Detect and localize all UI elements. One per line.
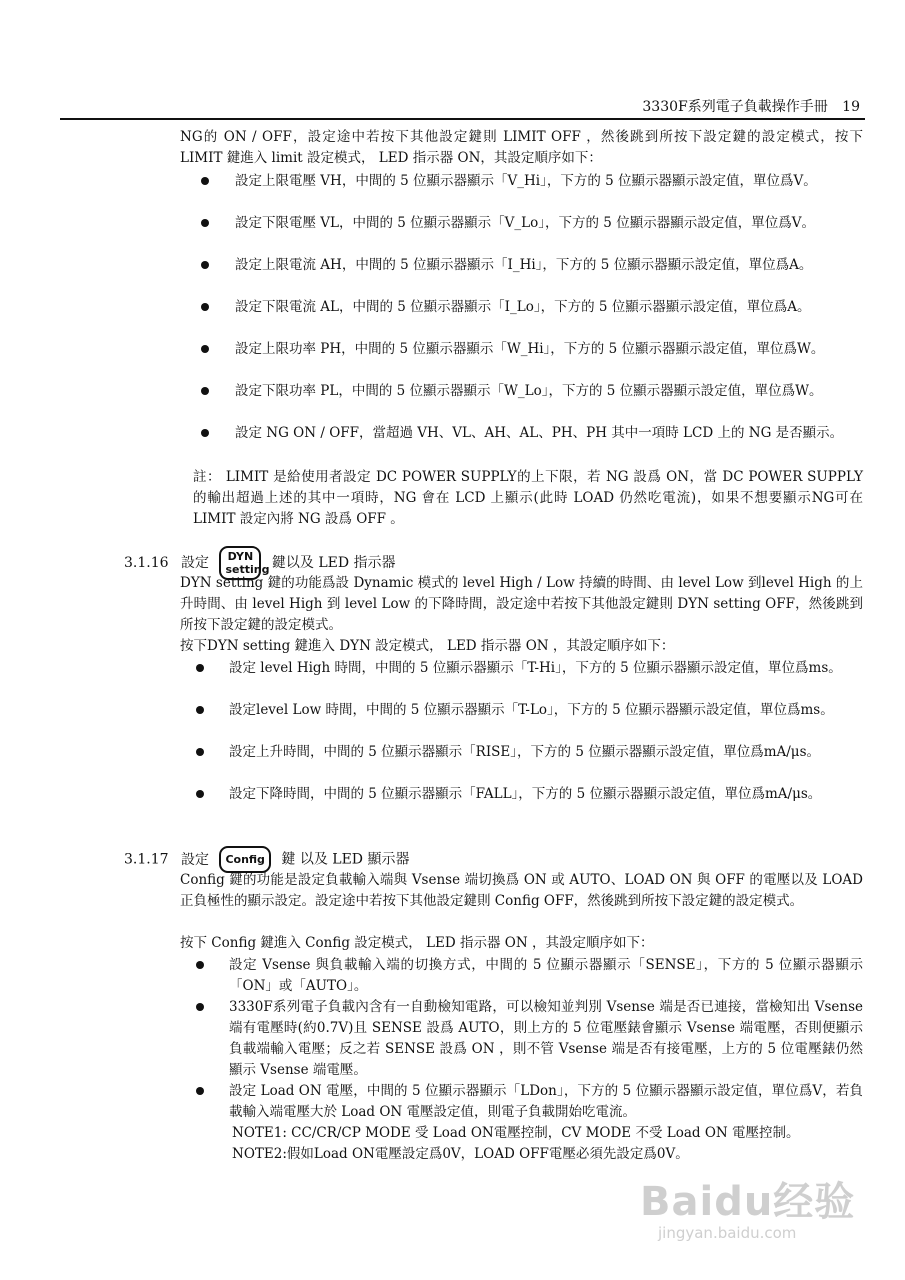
limit-item-ph: 設定上限功率 PH，中間的 5 位顯示器顯示「W_Hi」，下方的 5 位顯示器顯示設定值，單位爲W。 (235, 341, 825, 357)
config-item-ldon: 設定 Load ON 電壓，中間的 5 位顯示器顯示「LDon」，下方的 5 位顯示器顯示設定值，單位爲V，若負載輸入端電壓大於 Load ON 電壓設定值，則電子負載開始吃電流。 (229, 1083, 863, 1120)
limit-item-vh: 設定上限電壓 VH，中間的 5 位顯示器顯示「V_Hi」，下方的 5 位顯示器顯示設定值，單位爲V。 (235, 173, 817, 189)
page-header (620, 96, 860, 116)
config-description: Config 鍵的功能是設定負載輸入端與 Vsense 端切換爲 ON 或 AUTO、LOAD ON 與 OFF 的電壓以及 LOAD 正負極性的顯示設定。設定途中若按下其他設定鍵則 Config OFF，然後跳到所按下設定鍵的設定模式。 (180, 872, 863, 909)
bullet-dot (201, 219, 209, 227)
heading-text: 設定 (180, 851, 209, 868)
bullet-dot (196, 1003, 204, 1011)
limit-item-vl: 設定下限電壓 VL，中間的 5 位顯示器顯示「V_Lo」，下方的 5 位顯示器顯示設定值，單位爲V。 (235, 215, 815, 231)
config-item-sense: 設定 Vsense 與負載輸入端的切換方式，中間的 5 位顯示器顯示「SENSE」，下方的 5 位顯示器顯示「ON」或「AUTO」。 (229, 957, 863, 994)
bullet-dot (196, 961, 204, 969)
dyn-item-fall: 設定下降時間，中間的 5 位顯示器顯示「FALL」，下方的 5 位顯示器顯示設定值，單位爲mA/μs。 (229, 786, 822, 802)
heading-text: 設定 (180, 555, 209, 571)
note-1: NOTE1: CC/CR/CP MODE 受 Load ON電壓控制，CV MODE 不受 Load ON 電壓控制。 (232, 1125, 800, 1141)
header-rule (60, 118, 865, 120)
bullet-dot (201, 261, 209, 269)
watermark-brand: Baidu经验 (640, 1179, 856, 1225)
bullet-dot (196, 748, 204, 756)
dyn-order: 按下DYN setting 鍵進入 DYN 設定模式， LED 指示器 ON ，其設定順序如下： (180, 638, 675, 654)
section-number: 3.1.17 (124, 851, 169, 868)
config-order: 按下 Config 鍵進入 Config 設定模式， LED 指示器 ON ，其設定順序如下： (180, 935, 654, 951)
bullet-dot (201, 387, 209, 395)
key-label-bottom: setting (225, 563, 270, 576)
limit-note: 註： LIMIT 是給使用者設定 DC POWER SUPPLY的上下限，若 NG 設爲 ON，當 DC POWER SUPPLY 的輸出超過上述的其中一項時，NG 會在 LCD 上顯示(此時 LOAD 仍然吃電流)，如果不想要顯示NG可在 LIMIT 設定內將 NG 設爲 OFF 。 (193, 469, 863, 527)
dyn-item-thi: 設定 level High 時間，中間的 5 位顯示器顯示「T-Hi」，下方的 5 位顯示器顯示設定值，單位爲ms。 (229, 660, 842, 676)
note-2: NOTE2:假如Load ON電壓設定爲0V，LOAD OFF電壓必須先設定爲0V。 (232, 1146, 689, 1162)
dyn-item-tlo: 設定level Low 時間，中間的 5 位顯示器顯示「T-Lo」，下方的 5 位顯示器顯示設定值，單位爲ms。 (229, 702, 834, 718)
config-item-auto-detect: 3330F系列電子負載內含有一自動檢知電路，可以檢知並判別 Vsense 端是否已連接，當檢知出 Vsense 端有電壓時(約0.7V)且 SENSE 設爲 AUTO，則上方的 5 位電壓錶會顯示 Vsense 端電壓，否則便顯示負載端輸入電壓；反之若 SENSE 設爲 ON ，則不管 Vsense 端是否有接電壓，上方的 5 位電壓錶仍然顯示 Vsense 端電壓。 (229, 999, 863, 1078)
config-key-icon: Config (219, 846, 271, 873)
heading-text: 鍵 以及 LED 顯示器 (281, 851, 410, 868)
bullet-dot (196, 706, 204, 714)
section-number: 3.1.16 (124, 555, 169, 571)
limit-item-pl: 設定下限功率 PL，中間的 5 位顯示器顯示「W_Lo」，下方的 5 位顯示器顯示設定值，單位爲W。 (235, 383, 823, 399)
baidu-watermark (640, 1170, 870, 1250)
bullet-dot (196, 664, 204, 672)
dyn-item-rise: 設定上升時間，中間的 5 位顯示器顯示「RISE」，下方的 5 位顯示器顯示設定值，單位爲mA/μs。 (229, 744, 820, 760)
section-heading-config (124, 846, 409, 873)
watermark-url: jingyan.baidu.com (658, 1224, 797, 1242)
bullet-dot (196, 790, 204, 798)
key-label-top: DYN (227, 550, 254, 563)
bullet-dot (201, 429, 209, 437)
limit-item-ah: 設定上限電流 AH，中間的 5 位顯示器顯示「I_Hi」，下方的 5 位顯示器顯示設定值，單位爲A。 (235, 257, 813, 273)
page-number: 19 (842, 99, 860, 115)
bullet-dot (201, 345, 209, 353)
dyn-description: DYN setting 鍵的功能爲設 Dynamic 模式的 level High / Low 持續的時間、由 level Low 到level High 的上升時間、由 level High 到 level Low 的下降時間，設定途中若按下其他設定鍵則 DYN setting OFF，然後跳到所按下設定鍵的設定模式。 (180, 575, 863, 633)
limit-item-ng: 設定 NG ON / OFF，當超過 VH、VL、AH、AL、PH、PH 其中一項時 LCD 上的 NG 是否顯示。 (235, 425, 844, 441)
heading-text: 鍵以及 LED 指示器 (271, 555, 396, 571)
limit-item-al: 設定下限電流 AL，中間的 5 位顯示器顯示「I_Lo」，下方的 5 位顯示器顯示設定值，單位爲A。 (235, 299, 811, 315)
header-title: 3330F系列電子負載操作手冊 (642, 99, 828, 115)
limit-intro: NG的 ON / OFF，設定途中若按下其他設定鍵則 LIMIT OFF ，然後跳到所按下設定鍵的設定模式，按下 LIMIT 鍵進入 limit 設定模式， LED 指示器 ON，其設定順序如下： (180, 129, 863, 166)
bullet-dot (196, 1087, 204, 1095)
bullet-dot (201, 303, 209, 311)
bullet-dot (201, 177, 209, 185)
